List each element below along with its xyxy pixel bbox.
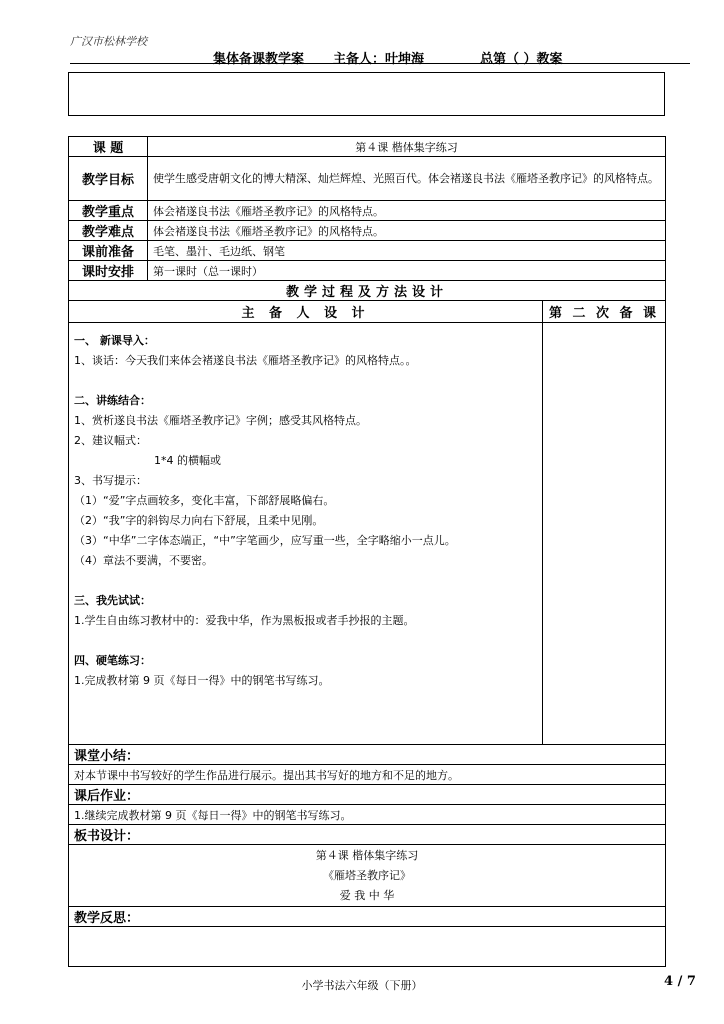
board-line: 第４课 楷体集字练习 xyxy=(315,848,419,862)
second-prep-content xyxy=(543,323,666,745)
summary-text: 对本节课中书写较好的学生作品进行展示。提出其书写好的地方和不足的地方。 xyxy=(69,765,666,785)
design-line: 2、建议幅式： xyxy=(74,434,147,447)
homework-text: 1.继续完成教材第 9 页《每日一得》中的钢笔书写练习。 xyxy=(69,805,666,825)
design-line: （1）“爱”字点画较多，变化丰富，下部舒展略偏右。 xyxy=(74,494,335,507)
design-line: （3）“中华”二字体态端正，“中”字笔画少，应写重一些，全字略缩小一点儿。 xyxy=(74,534,456,547)
key-label: 教学重点 xyxy=(69,201,148,221)
design-line: 1.学生自由练习教材中的：爱我中华，作为黑板报或者手抄报的主题。 xyxy=(74,614,415,627)
topic-value: 第４课 楷体集字练习 xyxy=(148,137,666,157)
prep-value: 毛笔、墨汁、毛边纸、钢笔 xyxy=(148,241,666,261)
topic-label: 课 题 xyxy=(69,137,148,157)
page-number: 4 / 7 xyxy=(664,974,696,989)
blank-line xyxy=(74,571,537,591)
second-prep-header: 第 二 次 备 课 xyxy=(543,301,666,323)
doc-title: 集体备课教学案 xyxy=(213,52,305,67)
footer-book: 小学书法六年级（下册） xyxy=(301,979,423,992)
design-line: 1*4 的横幅或 xyxy=(154,454,221,467)
board-line: 爱 我 中 华 xyxy=(339,888,395,902)
reflection-label: 教学反思： xyxy=(69,907,666,927)
lesson-plan-table xyxy=(68,136,666,967)
difficulty-value: 体会褚遂良书法《雁塔圣教序记》的风格特点。 xyxy=(148,221,666,241)
key-value: 体会褚遂良书法《雁塔圣教序记》的风格特点。 xyxy=(148,201,666,221)
difficulty-label: 教学难点 xyxy=(69,221,148,241)
section-heading: 一、 新课导入： xyxy=(74,334,155,347)
design-line: 1、赏析遂良书法《雁塔圣教序记》字例；感受其风格特点。 xyxy=(74,414,367,427)
goal-value: 使学生感受唐朝文化的博大精深、灿烂辉煌、光照百代。体会褚遂良书法《雁塔圣教序记》的风格特点。 xyxy=(148,157,666,201)
host-label: 主备人：叶坤海 xyxy=(333,52,425,67)
reflection-content xyxy=(69,927,666,967)
homework-label: 课后作业： xyxy=(69,785,666,805)
schedule-value: 第一课时（总一课时） xyxy=(148,261,666,281)
board-content xyxy=(69,845,666,907)
header-blank-box xyxy=(68,72,665,116)
design-line: 3、书写提示： xyxy=(74,474,147,487)
school-name: 广汉市松林学校 xyxy=(70,35,147,48)
prep-label: 课前准备 xyxy=(69,241,148,261)
blank-line xyxy=(74,371,537,391)
summary-label: 课堂小结： xyxy=(69,745,666,765)
blank-line xyxy=(74,631,537,651)
section-heading: 四、硬笔练习： xyxy=(74,654,151,667)
design-line: （2）“我”字的斜钩尽力向右下舒展，且柔中见刚。 xyxy=(74,514,324,527)
main-design-content xyxy=(69,323,543,745)
section-heading: 三、我先试试： xyxy=(74,594,151,607)
design-line: 1.完成教材第 9 页《每日一得》中的钢笔书写练习。 xyxy=(74,674,330,687)
board-line: 《雁塔圣教序记》 xyxy=(323,868,411,882)
process-title: 教学过程及方法设计 xyxy=(69,281,666,301)
total-label: 总第（ ）教案 xyxy=(480,52,563,67)
main-design-header: 主 备 人 设 计 xyxy=(69,301,543,323)
section-heading: 二、讲练结合： xyxy=(74,394,151,407)
schedule-label: 课时安排 xyxy=(69,261,148,281)
design-line: （4）章法不要满，不要密。 xyxy=(74,554,213,567)
header-divider xyxy=(70,63,690,64)
board-label: 板书设计： xyxy=(69,825,666,845)
design-line: 1、谈话：今天我们来体会褚遂良书法《雁塔圣教序记》的风格特点。。 xyxy=(74,354,417,367)
goal-label: 教学目标 xyxy=(69,157,148,201)
